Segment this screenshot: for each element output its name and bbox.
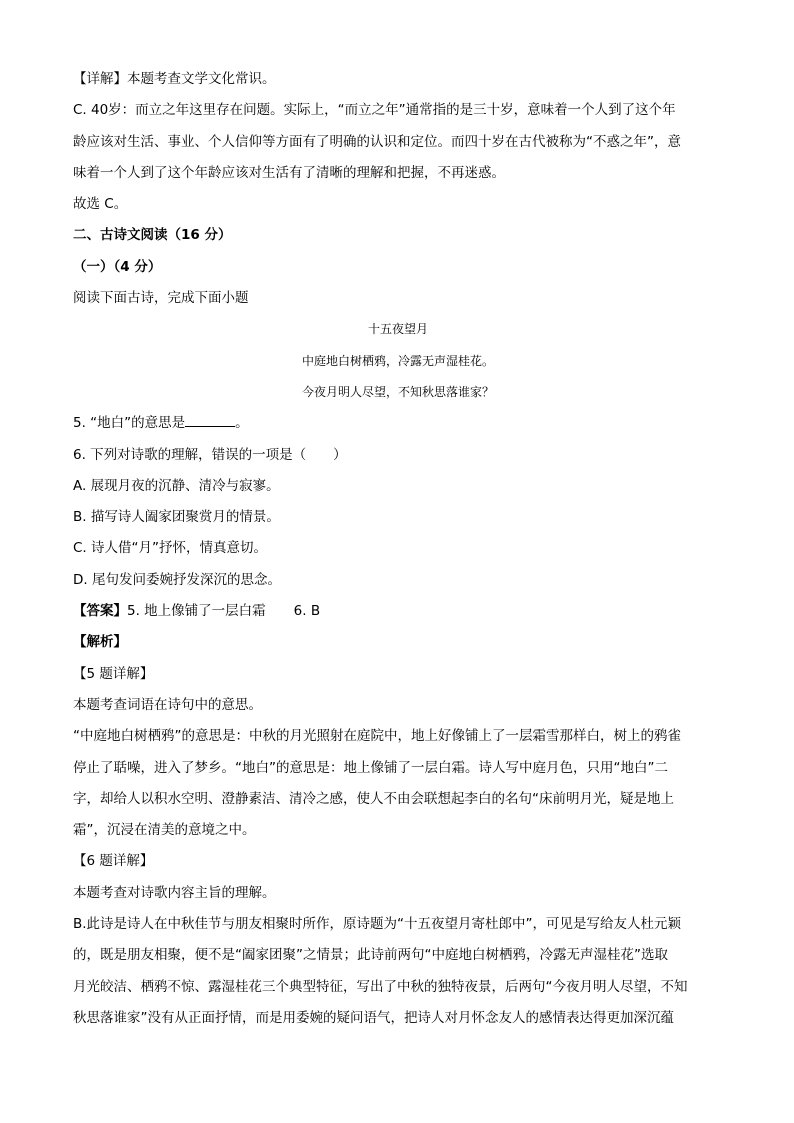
section-heading: 二、古诗文阅读（16 分） xyxy=(73,227,232,244)
question-5-text: 5. “地白”的意思是 xyxy=(73,415,186,432)
answer-label: 【答案】 xyxy=(73,603,127,620)
option-d: D. 尾句发问委婉抒发深沉的思念。 xyxy=(73,571,281,588)
explanation-line: 味着一个人到了这个年龄应该对生活有了清晰的理解和把握，不再迷惑。 xyxy=(73,164,505,181)
poem-line: 中庭地白树栖鸦，冷露无声湿桂花。 xyxy=(301,353,494,368)
poem-title: 十五夜望月 xyxy=(367,322,428,337)
choice-conclusion: 故选 C。 xyxy=(73,196,128,213)
reading-instruction: 阅读下面古诗，完成下面小题 xyxy=(73,290,249,307)
detail-5-line: “中庭地白树栖鸦”的意思是：中秋的月光照射在庭院中，地上好像铺上了一层霜雪那样白，树上的鸦雀 xyxy=(73,728,681,745)
analysis-label: 【解析】 xyxy=(73,634,127,651)
subsection-heading: （一）（4 分） xyxy=(73,258,162,275)
detail-5-line: 字，却给人以积水空明、澄静素洁、清冷之感，使人不由会联想起李白的名句“床前明月光，疑是地上 xyxy=(73,790,674,807)
explanation-line: C. 40岁：而立之年这里存在问题。实际上，“而立之年”通常指的是三十岁，意味着一个人到了这个年 xyxy=(73,102,676,119)
poem-line: 今夜月明人尽望，不知秋思落谁家？ xyxy=(301,384,494,399)
explanation-line: 龄应该对生活、事业、个人信仰等方面有了明确的认识和定位。而四十岁在古代被称为“不惑之年”，意 xyxy=(73,133,681,150)
detail-5-intro: 本题考查词语在诗句中的意思。 xyxy=(73,696,262,713)
answer-blank xyxy=(185,413,235,427)
detail-5-line: 停止了聒噪，进入了梦乡。“地白”的意思是：地上像铺了一层白霜。诗人写中庭月色，只用“地白”二 xyxy=(73,759,668,776)
detail-6-line: 秋思落谁家”没有从正面抒情，而是用委婉的疑问语气，把诗人对月怀念友人的感情表达得更加深沉蕴 xyxy=(73,1009,674,1026)
option-a: A. 展现月夜的沉静、清冷与寂寥。 xyxy=(73,477,280,494)
question-5 xyxy=(73,408,723,439)
explanation-heading: 【详解】本题考查文学文化常识。 xyxy=(73,71,276,87)
document-page xyxy=(73,64,723,1034)
detail-5-line: 霜”，沉浸在清美的意境之中。 xyxy=(73,822,256,839)
detail-6-line: 月光皎洁、栖鸦不惊、露湿桂花三个典型特征，写出了中秋的独特夜景，后两句“今夜月明人尽望，不知 xyxy=(73,978,688,995)
detail-6-line: B.此诗是诗人在中秋佳节与朋友相聚时所作，原诗题为“十五夜望月寄杜郎中”，可见是写给友人杜元颖 xyxy=(73,916,682,933)
question-5-end: 。 xyxy=(235,415,249,432)
answer-row xyxy=(73,596,723,627)
detail-6-intro: 本题考查对诗歌内容主旨的理解。 xyxy=(73,884,276,901)
answer-5: 5. 地上像铺了一层白霜 xyxy=(127,603,266,620)
detail-6-line: 的，既是朋友相聚，便不是“阖家团聚”之情景；此诗前两句“中庭地白树栖鸦，冷露无声湿桂花”选取 xyxy=(73,947,668,964)
detail-5-label: 【5 题详解】 xyxy=(73,665,154,682)
question-6: 6. 下列对诗歌的理解，错误的一项是（ ） xyxy=(73,446,347,463)
option-c: C. 诗人借“月”抒怀，情真意切。 xyxy=(73,540,267,557)
answer-6: 6. B xyxy=(293,603,321,620)
option-b: B. 描写诗人阖家团聚赏月的情景。 xyxy=(73,509,280,526)
detail-6-label: 【6 题详解】 xyxy=(73,853,154,870)
